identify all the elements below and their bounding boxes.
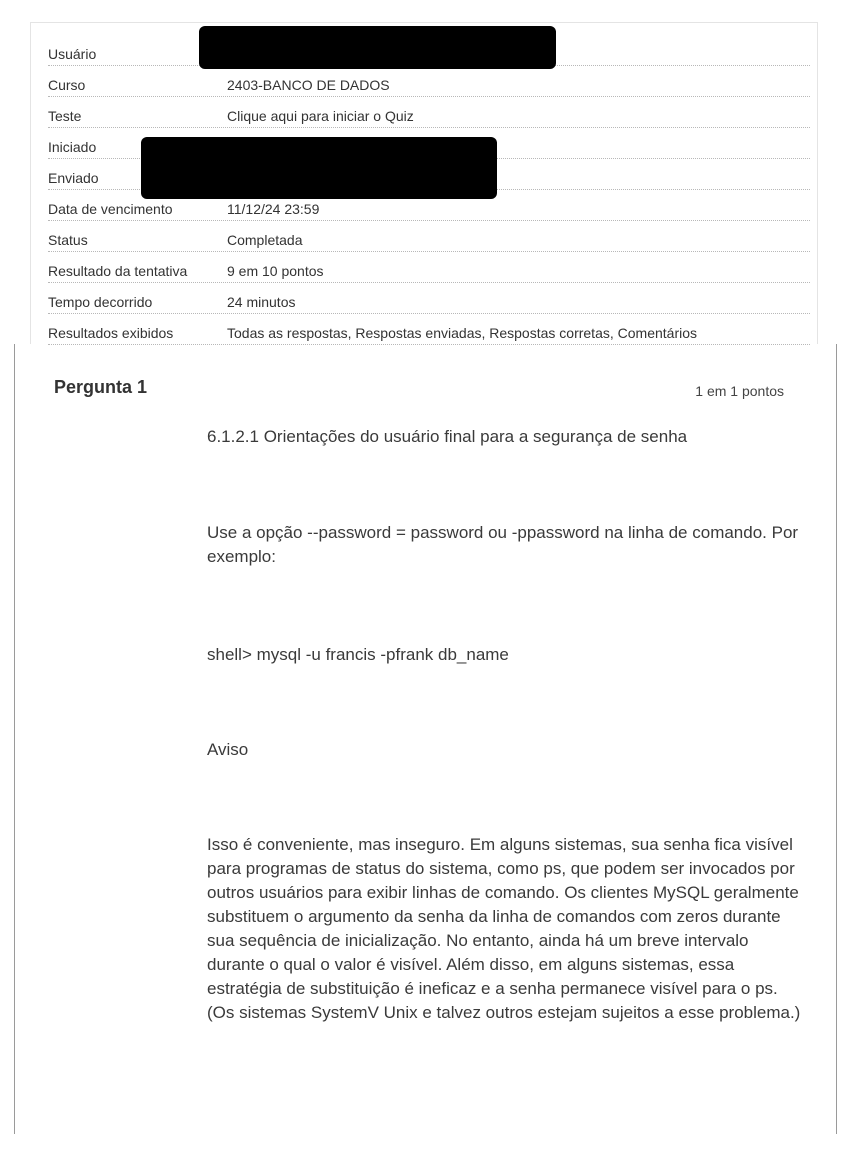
summary-row-teste (48, 97, 810, 128)
summary-label: Iniciado (48, 139, 97, 155)
summary-value: 11/12/24 23:59 (227, 201, 320, 217)
question-text-heading: 6.1.2.1 Orientações do usuário final para a segurança de senha (207, 427, 688, 446)
redaction-box-usuario (199, 26, 556, 69)
summary-label: Status (48, 232, 88, 248)
question-border-left (14, 344, 15, 1134)
question-text-warning-label: Aviso (207, 740, 249, 759)
redaction-box-dates (141, 137, 497, 199)
summary-value: 24 minutos (227, 294, 296, 310)
summary-value: 9 em 10 pontos (227, 263, 324, 279)
summary-row-curso (48, 66, 810, 97)
question-text-command: shell> mysql -u francis -pfrank db_name (207, 645, 509, 664)
summary-row-status (48, 221, 810, 252)
summary-value: Todas as respostas, Respostas enviadas, Respostas corretas, Comentários (227, 325, 698, 341)
summary-label: Resultados exibidos (48, 325, 174, 341)
summary-row-resultados-exibidos (48, 314, 810, 345)
summary-label: Enviado (48, 170, 99, 186)
summary-row-resultado-da-tentativa (48, 252, 810, 283)
summary-label: Tempo decorrido (48, 294, 153, 310)
summary-row-tempo-decorrido (48, 283, 810, 314)
summary-value: Completada (227, 232, 303, 248)
question-title: Pergunta 1 (54, 377, 148, 397)
summary-label: Resultado da tentativa (48, 263, 188, 279)
question-text-warning-body: Isso é conveniente, mas inseguro. Em alguns sistemas, sua senha fica visível para programas de status do sistema, como ps, que podem ser invocados por outros usuários para exibir linhas de comando. Os clientes MySQL geralmente substituem o argumento da senha da linha de comandos com zeros durante sua sequência de inicialização. No entanto, ainda há um breve intervalo durante o qual o valor é visível. Além disso, em alguns sistemas, essa estratégia de substituição é ineficaz e a senha permanece visível para o ps. (Os sistemas SystemV Unix e talvez outros estejam sujeitos a esse problema.) (207, 835, 801, 1022)
summary-label: Usuário (48, 46, 97, 62)
question-points: 1 em 1 pontos (695, 383, 784, 399)
summary-label: Teste (48, 108, 82, 124)
summary-value: Clique aqui para iniciar o Quiz (227, 108, 414, 124)
summary-value: 2403-BANCO DE DADOS (227, 77, 390, 93)
question-border-right (836, 344, 837, 1134)
summary-label: Data de vencimento (48, 201, 173, 217)
summary-label: Curso (48, 77, 86, 93)
question-text-instruction: Use a opção --password = password ou -ppassword na linha de comando. Por exemplo: (207, 523, 799, 566)
